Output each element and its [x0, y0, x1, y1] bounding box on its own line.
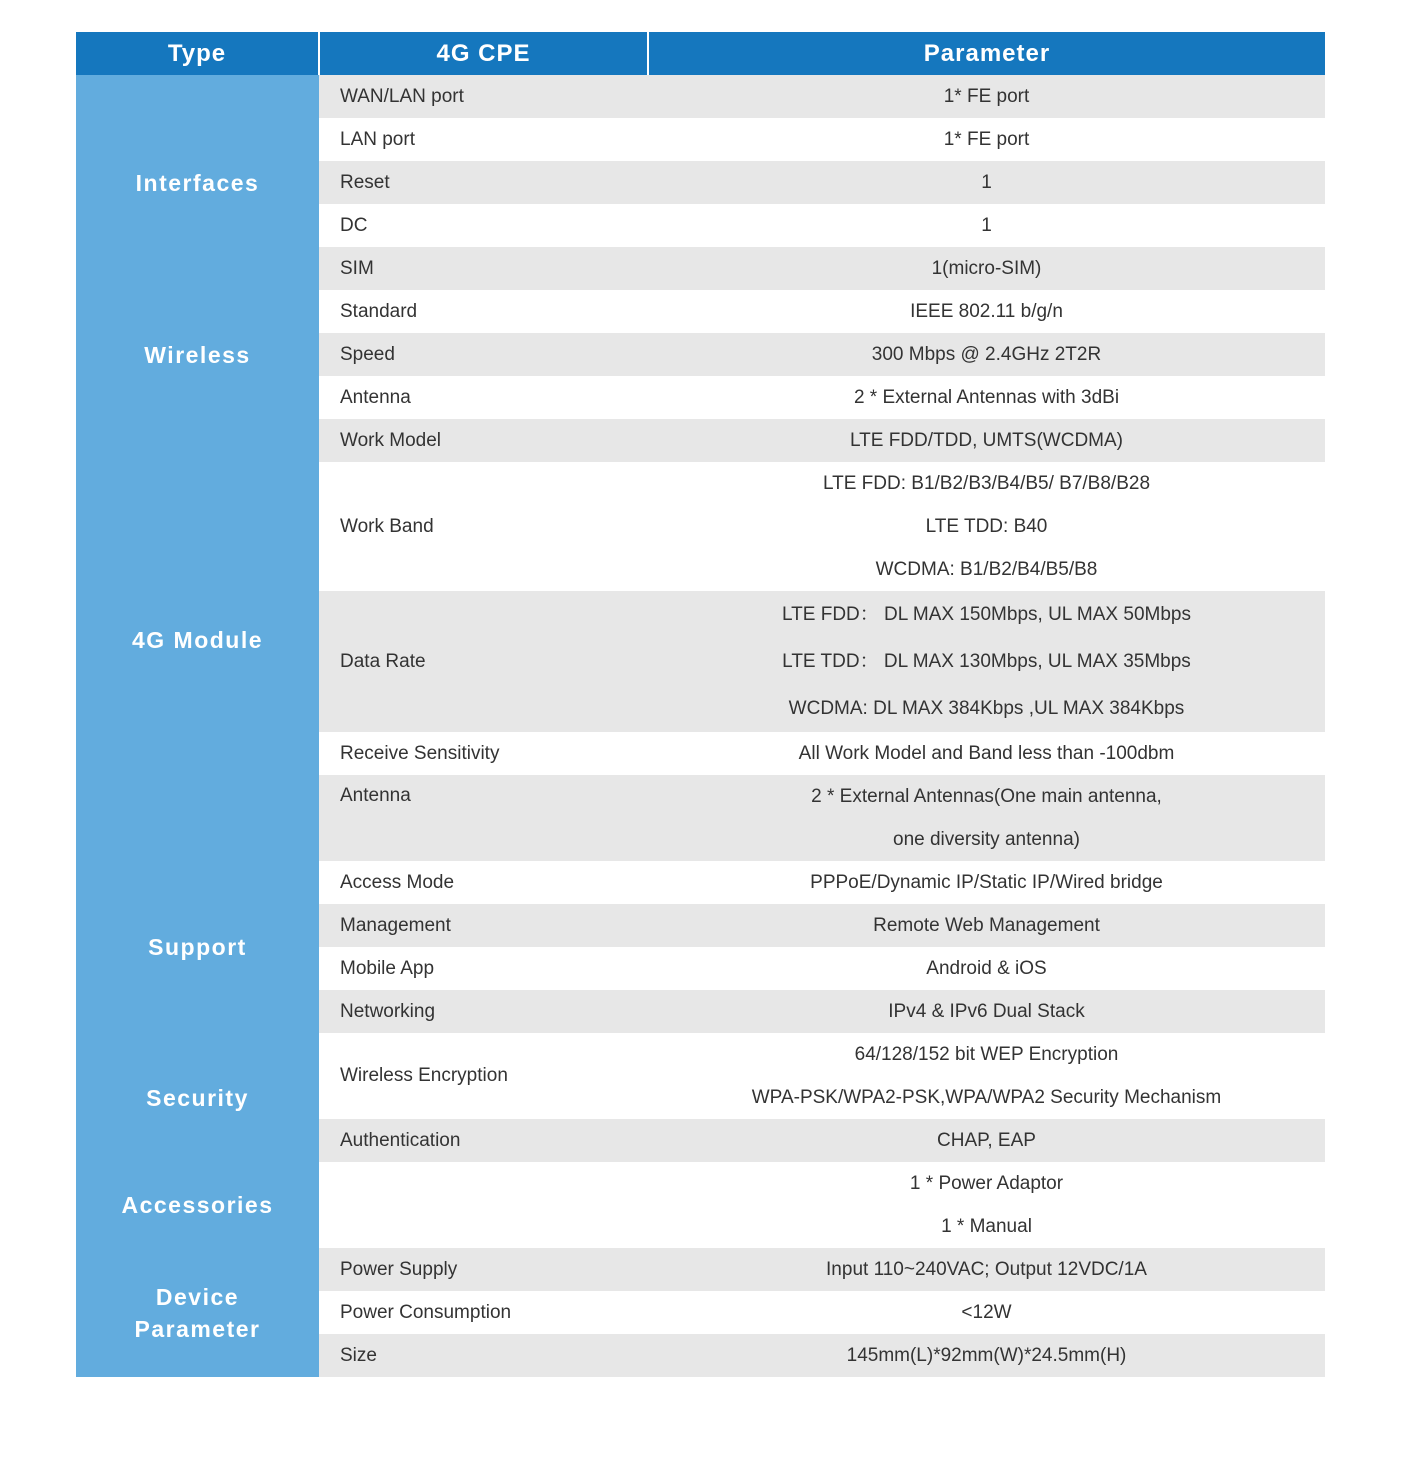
table-row — [76, 861, 1325, 904]
parameter-value — [648, 1033, 1325, 1119]
feature-label: Power Supply — [319, 1248, 648, 1291]
feature-label: Authentication — [319, 1119, 648, 1162]
feature-label: Work Model — [319, 419, 648, 462]
parameter-value — [648, 376, 1325, 419]
type-name: Accessories — [121, 1192, 274, 1218]
parameter-value — [648, 1291, 1325, 1334]
type-name: Security — [146, 1084, 249, 1111]
parameter-value — [648, 1334, 1325, 1377]
spec-body — [76, 75, 1325, 1377]
feature-label: Data Rate — [319, 591, 648, 732]
table-row — [76, 419, 1325, 462]
parameter-line: Android & iOS — [926, 958, 1047, 979]
parameter-line: <12W — [961, 1302, 1012, 1323]
table-row — [76, 1248, 1325, 1291]
type-cell — [76, 419, 319, 861]
parameter-value — [648, 1162, 1325, 1248]
parameter-value — [648, 947, 1325, 990]
parameter-line: one diversity antenna) — [893, 829, 1080, 850]
parameter-line: 1* FE port — [943, 86, 1030, 107]
parameter-line: 1 * Power Adaptor — [909, 1173, 1064, 1194]
parameter-value — [648, 861, 1325, 904]
type-cell — [76, 1162, 319, 1248]
header-parameter: Parameter — [648, 32, 1325, 75]
type-name: Wireless — [144, 341, 251, 368]
parameter-line: 2 * External Antennas with 3dBi — [853, 387, 1120, 408]
parameter-value — [648, 1119, 1325, 1162]
feature-label: Antenna — [319, 376, 648, 419]
type-name-line: Device — [155, 1283, 240, 1310]
parameter-value — [648, 1248, 1325, 1291]
parameter-value — [648, 419, 1325, 462]
parameter-line: LTE TDD: B40 — [925, 516, 1048, 537]
parameter-line: CHAP, EAP — [937, 1130, 1036, 1151]
parameter-line: 1 — [981, 215, 992, 236]
feature-label: Reset — [319, 161, 648, 204]
parameter-line: 64/128/152 bit WEP Encryption — [854, 1044, 1119, 1065]
parameter-line: 145mm(L)*92mm(W)*24.5mm(H) — [846, 1345, 1127, 1366]
parameter-value — [648, 904, 1325, 947]
type-cell — [76, 290, 319, 419]
feature-label: DC — [319, 204, 648, 247]
type-name: Support — [148, 934, 247, 960]
parameter-line: 1 — [981, 172, 992, 193]
parameter-value — [648, 75, 1325, 118]
feature-label — [319, 1162, 648, 1248]
parameter-value — [648, 247, 1325, 290]
table-row — [76, 1162, 1325, 1248]
parameter-line: LTE FDD: B1/B2/B3/B4/B5/ B7/B8/B28 — [822, 473, 1151, 494]
parameter-value — [648, 118, 1325, 161]
feature-label: Speed — [319, 333, 648, 376]
feature-label: Size — [319, 1334, 648, 1377]
parameter-value — [648, 462, 1325, 591]
feature-label: Access Mode — [319, 861, 648, 904]
parameter-value — [648, 204, 1325, 247]
header-type: Type — [76, 32, 319, 75]
parameter-line: PPPoE/Dynamic IP/Static IP/Wired bridge — [810, 872, 1163, 893]
feature-label: Receive Sensitivity — [319, 732, 648, 775]
feature-label: SIM — [319, 247, 648, 290]
feature-label: LAN port — [319, 118, 648, 161]
parameter-value — [648, 333, 1325, 376]
feature-label: Mobile App — [319, 947, 648, 990]
parameter-value — [648, 161, 1325, 204]
type-name: 4G Module — [131, 627, 264, 653]
table-row — [76, 75, 1325, 118]
type-cell — [76, 1033, 319, 1162]
parameter-line: WCDMA: B1/B2/B4/B5/B8 — [875, 559, 1098, 580]
type-cell — [76, 75, 319, 290]
parameter-line: LTE FDD/TDD, UMTS(WCDMA) — [849, 430, 1123, 451]
header-cpe: 4G CPE — [319, 32, 648, 75]
header-row — [76, 32, 1325, 75]
type-name: Interfaces — [135, 169, 260, 196]
parameter-line: 2 * External Antennas(One main antenna, — [811, 786, 1162, 807]
type-cell — [76, 861, 319, 1033]
parameter-value — [648, 775, 1325, 861]
parameter-line: IPv4 & IPv6 Dual Stack — [888, 1001, 1085, 1022]
parameter-line: IEEE 802.11 b/g/n — [910, 301, 1063, 322]
parameter-line: 1* FE port — [943, 129, 1030, 150]
spec-table — [76, 32, 1325, 1377]
parameter-line: Input 110~240VAC; Output 12VDC/1A — [826, 1259, 1147, 1280]
feature-label: Power Consumption — [319, 1291, 648, 1334]
parameter-line: LTE TDD： DL MAX 130Mbps, UL MAX 35Mbps — [782, 651, 1191, 672]
parameter-line: 1(micro-SIM) — [931, 258, 1042, 279]
feature-label: Wireless Encryption — [319, 1033, 648, 1119]
type-cell — [76, 1248, 319, 1377]
parameter-line: LTE FDD： DL MAX 150Mbps, UL MAX 50Mbps — [782, 604, 1191, 625]
type-name-line: Parameter — [134, 1315, 261, 1342]
feature-label: WAN/LAN port — [319, 75, 648, 118]
parameter-value — [648, 990, 1325, 1033]
parameter-value — [648, 591, 1325, 732]
parameter-value — [648, 290, 1325, 333]
feature-label: Management — [319, 904, 648, 947]
feature-label: Antenna — [319, 775, 648, 861]
parameter-line: 300 Mbps @ 2.4GHz 2T2R — [871, 344, 1102, 365]
feature-label: Standard — [319, 290, 648, 333]
table-row — [76, 1033, 1325, 1119]
parameter-line: All Work Model and Band less than -100dbm — [798, 743, 1175, 764]
feature-label: Work Band — [319, 462, 648, 591]
parameter-line: Remote Web Management — [873, 915, 1100, 936]
parameter-line: WPA-PSK/WPA2-PSK,WPA/WPA2 Security Mechanism — [751, 1087, 1222, 1108]
parameter-value — [648, 732, 1325, 775]
table-row — [76, 290, 1325, 333]
feature-label: Networking — [319, 990, 648, 1033]
parameter-line: WCDMA: DL MAX 384Kbps ,UL MAX 384Kbps — [788, 698, 1185, 719]
parameter-line: 1 * Manual — [941, 1216, 1032, 1237]
